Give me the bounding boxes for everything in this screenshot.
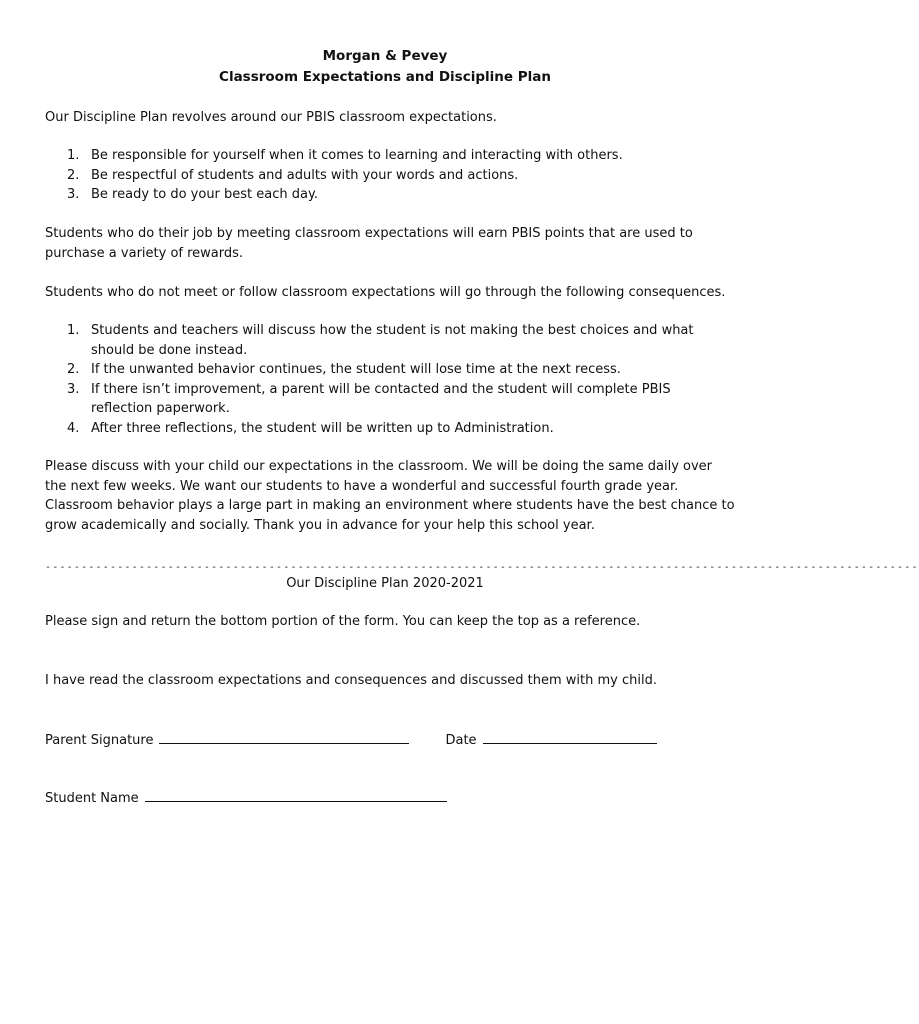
student-name-field[interactable] [145, 787, 447, 802]
form-title: Our Discipline Plan 2020-2021 [286, 576, 484, 591]
list-item [45, 360, 705, 380]
list-number: 2. [67, 362, 80, 377]
list-number: 4. [67, 420, 80, 436]
acknowledgement-statement: I have read the classroom expectations and consequences and discussed them with my child. [45, 673, 657, 688]
date-label: Date [445, 733, 477, 748]
list-number: 3. [67, 381, 80, 397]
list-item [45, 185, 705, 205]
list-number: 3. [67, 187, 80, 202]
list-number: 2. [67, 167, 80, 183]
list-item-text: If there isn’t improvement, a parent will be contacted and the student will complete PBIS reflection paperwork. [91, 381, 671, 416]
list-item-text: Students and teachers will discuss how the student is not making the best choices and what should be done instead. [91, 323, 694, 358]
student-name-label: Student Name [45, 791, 139, 806]
list-item-text: Be responsible for yourself when it comes to learning and interacting with others. [91, 148, 623, 163]
expectations-list [45, 146, 705, 205]
document-title: Classroom Expectations and Discipline Plan [219, 69, 551, 85]
parent-signature-row [45, 729, 657, 751]
list-item-text: After three reflections, the student will be written up to Administration. [91, 420, 554, 436]
list-number: 1. [67, 323, 80, 338]
list-item [45, 380, 705, 419]
form-instructions: Please sign and return the bottom portion of the form. You can keep the top as a reference. [45, 614, 641, 629]
closing-paragraph: Please discuss with your child our expectations in the classroom. We will be doing the same daily over the next few weeks. We want our students to have a wonderful and successful fourth grade year. Classroom behavior plays a large part in making an environment where students have the best chance to grow academically and socially. Thank you in advance for your help this school year. [45, 459, 735, 533]
consequences-list [45, 321, 705, 438]
list-item [45, 146, 705, 166]
intro-paragraph: Our Discipline Plan revolves around our PBIS classroom expectations. [45, 110, 497, 125]
list-number: 1. [67, 148, 80, 163]
list-item-text: If the unwanted behavior continues, the student will lose time at the next recess. [91, 362, 621, 377]
list-item-text: Be ready to do your best each day. [91, 187, 318, 202]
parent-signature-field[interactable] [159, 729, 409, 744]
list-item [45, 166, 705, 186]
rewards-paragraph: Students who do their job by meeting classroom expectations will earn PBIS points that are used to purchase a variety of rewards. [45, 226, 693, 261]
list-item [45, 419, 705, 439]
parent-signature-label: Parent Signature [45, 733, 154, 748]
cut-line-divider: ------------------------------------------------------------------------------------------------------------------------- [45, 562, 919, 573]
list-item [45, 321, 705, 360]
consequences-intro: Students who do not meet or follow classroom expectations will go through the following consequences. [45, 285, 726, 300]
date-field[interactable] [483, 729, 657, 744]
school-names: Morgan & Pevey [322, 48, 448, 64]
student-name-row [45, 787, 447, 809]
list-item-text: Be respectful of students and adults with your words and actions. [91, 167, 519, 183]
